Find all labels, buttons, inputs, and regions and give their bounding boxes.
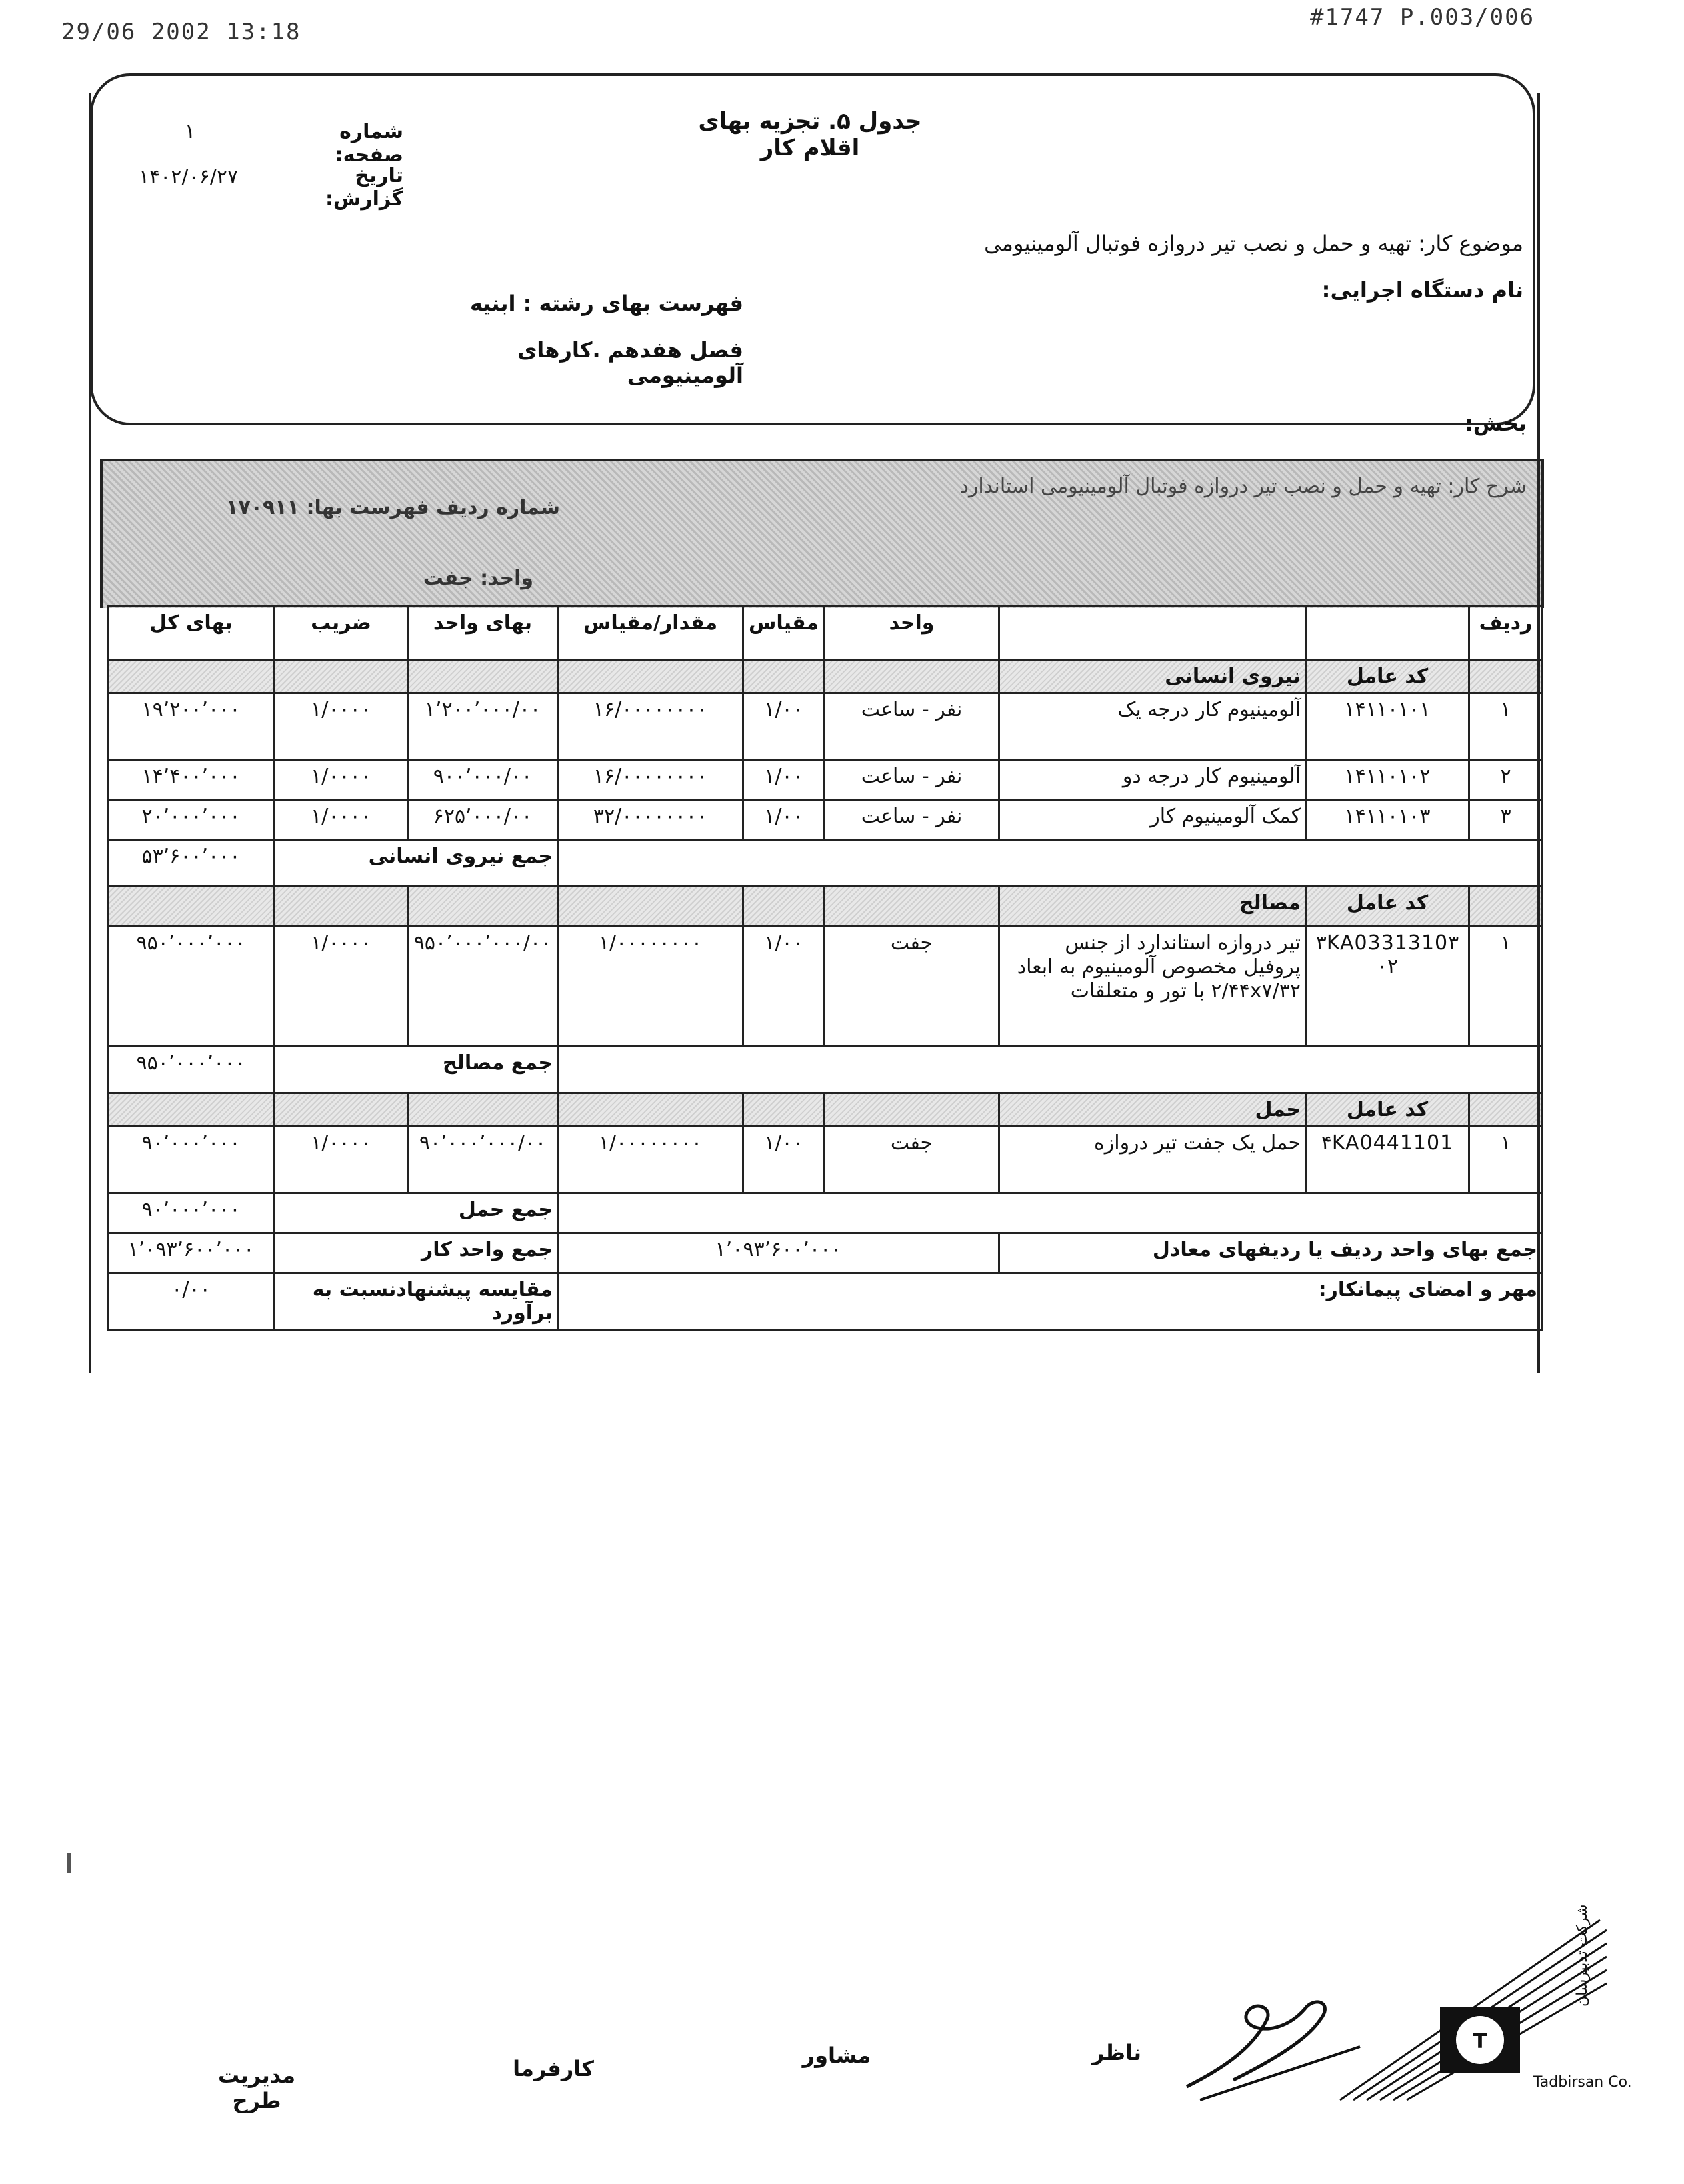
chapter: فصل هفدهم .کارهای آلومینیومی [517,337,743,388]
contractor-signature-label: مهر و امضای پیمانکار: [558,1273,1543,1330]
col-desc [999,607,1306,660]
unit-sum-value: ۱٬۰۹۳٬۶۰۰٬۰۰۰ [108,1233,275,1273]
materials-code-header: کد عامل [1306,887,1469,927]
transport-sum-label: جمع حمل [275,1193,558,1233]
table-row: ۱ ۱۴۱۱۰۱۰۱ آلومینیوم کار درجه یک نفر - ساعت ۱/۰۰ ۱۶/۰۰۰۰۰۰۰۰ ۱٬۲۰۰٬۰۰۰/۰۰ ۱/۰۰۰۰ ۱۹٬۲۰۰٬۰۰۰ [108,693,1543,760]
work-subject: موضوع کار: تهیه و حمل و نصب تیر دروازه فوتبال آلومینیومی [984,231,1523,256]
equivalent-sum-value: ۱٬۰۹۳٬۶۰۰٬۰۰۰ [558,1233,999,1273]
materials-sum-label: جمع مصالح [275,1047,558,1093]
col-qty: مقدار/مقیاس [558,607,743,660]
col-unit-price: بهای واحد [408,607,558,660]
stamp-company: شرکت تدبیرسان [1574,1904,1591,2007]
report-date-label: تاریخ گزارش: [325,164,403,211]
table-row: ۱ ۴KA0441101 حمل یک جفت تیر دروازه جفت ۱/۰۰ ۱/۰۰۰۰۰۰۰۰ ۹۰٬۰۰۰٬۰۰۰/۰۰ ۱/۰۰۰۰ ۹۰٬۰۰۰٬۰۰۰ [108,1127,1543,1193]
table-row: ۲ ۱۴۱۱۰۱۰۲ آلومینیوم کار درجه دو نفر - ساعت ۱/۰۰ ۱۶/۰۰۰۰۰۰۰۰ ۹۰۰٬۰۰۰/۰۰ ۱/۰۰۰۰ ۱۴٬۴۰۰٬۰۰۰ [108,760,1543,800]
left-frame-line [89,93,91,1373]
item-row-number: شماره ردیف فهرست بها: ۱۷۰۹۱۱ [226,496,560,519]
executor-label: نام دستگاه اجرایی: [1321,277,1523,303]
report-date-value: ۱۴۰۲/۰۶/۲۷ [138,165,239,189]
svg-text:T: T [1473,2030,1487,2053]
table-row: ۱ ۳KA0331310۳۰۲ تیر دروازه استاندارد از جنس پروفیل مخصوص آلومینیوم به ابعاد ۲/۴۴x۷/۳۲ با تور و متعلقات جفت ۱/۰۰ ۱/۰۰۰۰۰۰۰۰ ۹۵۰٬۰۰۰٬۰۰۰/۰۰ ۱/۰۰۰۰ ۹۵۰٬۰۰۰٬۰۰۰ [108,927,1543,1047]
cost-breakdown-table [107,605,1543,1331]
labor-code-header: کد عامل [1306,660,1469,693]
table-title: جدول ۵. تجزیه بهای اقلام کار [698,108,922,161]
employer-label: کارفرما [513,2056,594,2081]
stamp-latin: Tadbirsan Co. [1533,2074,1632,2091]
col-unit: واحد [825,607,999,660]
transport-group-header: حمل [999,1093,1306,1127]
right-frame-line [1537,93,1540,1373]
page-number-value: ۱ [184,120,196,143]
project-management-label: مدیریت طرح [217,2063,296,2113]
price-list: فهرست بهای رشته : ابنیه [469,291,743,316]
scan-mark [67,1853,71,1873]
labor-group-header: نیروی انسانی [999,660,1306,693]
col-scale: مقیاس [743,607,825,660]
transport-code-header: کد عامل [1306,1093,1469,1127]
materials-sum-value: ۹۵۰٬۰۰۰٬۰۰۰ [108,1047,275,1093]
section-label: بخش: [1464,411,1527,436]
equivalent-sum-label: جمع بهای واحد ردیف یا ردیفهای معادل [999,1233,1543,1273]
table-row: ۳ ۱۴۱۱۰۱۰۳ کمک آلومینیوم کار نفر - ساعت ۱/۰۰ ۳۲/۰۰۰۰۰۰۰۰ ۶۲۵٬۰۰۰/۰۰ ۱/۰۰۰۰ ۲۰٬۰۰۰٬۰۰۰ [108,800,1543,840]
item-unit: واحد: جفت [423,567,533,590]
supervisor-label: ناظر [1091,2040,1142,2065]
compare-label: مقایسه پیشنهادنسبت به برآورد [275,1273,558,1330]
compare-value: ۰/۰۰ [108,1273,275,1330]
col-code [1306,607,1469,660]
col-total: بهای کل [108,607,275,660]
materials-group-header: مصالح [999,887,1306,927]
labor-sum-value: ۵۳٬۶۰۰٬۰۰۰ [108,840,275,887]
company-stamp [1333,1904,1632,2107]
col-row: ردیف [1469,607,1543,660]
unit-sum-label: جمع واحد کار [275,1233,558,1273]
page-number-label: شماره صفحه: [335,120,403,167]
transport-sum-value: ۹۰٬۰۰۰٬۰۰۰ [108,1193,275,1233]
fax-page-id: #1747 P.003/006 [1310,4,1535,31]
labor-sum-label: جمع نیروی انسانی [275,840,558,887]
item-description: شرح کار: تهیه و حمل و نصب تیر دروازه فوتبال آلومینیومی استاندارد [959,475,1527,498]
fax-datetime: 29/06 2002 13:18 [61,19,301,45]
consultant-label: مشاور [802,2043,871,2068]
col-coef: ضریب [275,607,408,660]
